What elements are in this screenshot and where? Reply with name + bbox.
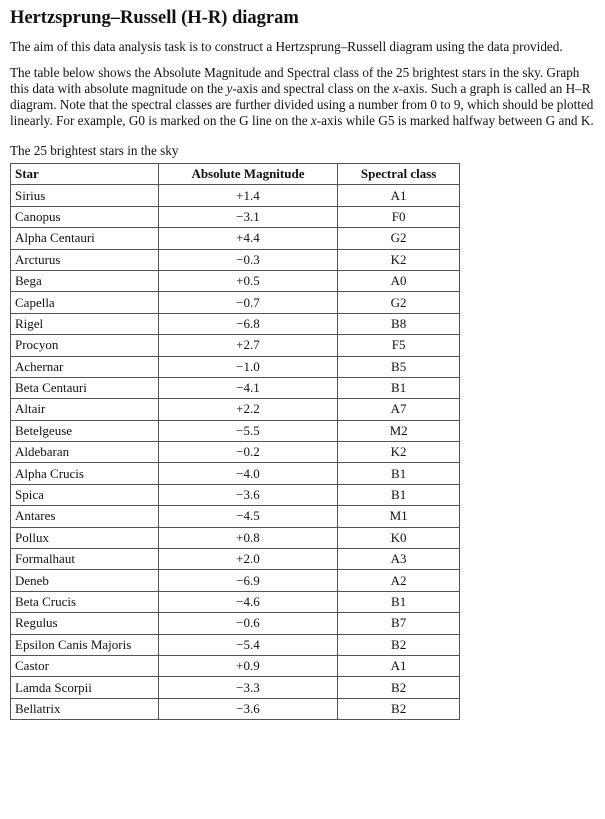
absolute-magnitude-cell: +1.4 <box>158 185 338 206</box>
absolute-magnitude-cell: +0.8 <box>158 527 338 548</box>
absolute-magnitude-cell: +0.5 <box>158 270 338 291</box>
absolute-magnitude-cell: +2.0 <box>158 549 338 570</box>
table-row <box>11 463 460 484</box>
absolute-magnitude-cell: −4.0 <box>158 463 338 484</box>
star-name-cell: Epsilon Canis Majoris <box>11 634 159 655</box>
spectral-class-cell: K2 <box>338 249 460 270</box>
spectral-class-cell: G2 <box>338 228 460 249</box>
spectral-class-cell: F5 <box>338 335 460 356</box>
table-row <box>11 570 460 591</box>
absolute-magnitude-cell: −6.8 <box>158 313 338 334</box>
spectral-class-cell: M2 <box>338 420 460 441</box>
x-axis-label-2: x <box>310 113 317 128</box>
absolute-magnitude-cell: −0.2 <box>158 442 338 463</box>
absolute-magnitude-cell: −3.6 <box>158 698 338 719</box>
table-body <box>11 185 460 720</box>
instructions-text-2: -axis and spectral class on the <box>232 81 393 96</box>
spectral-class-cell: G2 <box>338 292 460 313</box>
table-row <box>11 655 460 676</box>
spectral-class-cell: B2 <box>338 698 460 719</box>
star-name-cell: Antares <box>11 506 159 527</box>
spectral-class-cell: A1 <box>338 655 460 676</box>
star-name-cell: Rigel <box>11 313 159 334</box>
table-header-row <box>11 164 460 185</box>
spectral-class-cell: A7 <box>338 399 460 420</box>
star-name-cell: Alpha Centauri <box>11 228 159 249</box>
spectral-class-cell: K2 <box>338 442 460 463</box>
instructions-text-1: The table below shows the Absolute Magnitude and Spectral class of the 25 brightest stars in the sky. Graph this data with absolute magnitude on the <box>10 65 580 96</box>
absolute-magnitude-cell: +2.7 <box>158 335 338 356</box>
table-row <box>11 549 460 570</box>
star-name-cell: Canopus <box>11 206 159 227</box>
spectral-class-cell: B1 <box>338 484 460 505</box>
spectral-class-cell: A0 <box>338 270 460 291</box>
spectral-class-cell: B5 <box>338 356 460 377</box>
table-row <box>11 677 460 698</box>
absolute-magnitude-cell: −1.0 <box>158 356 338 377</box>
spectral-class-cell: A1 <box>338 185 460 206</box>
star-name-cell: Procyon <box>11 335 159 356</box>
instructions-paragraph <box>10 65 595 129</box>
star-name-cell: Altair <box>11 399 159 420</box>
absolute-magnitude-cell: −5.4 <box>158 634 338 655</box>
star-name-cell: Arcturus <box>11 249 159 270</box>
spectral-class-cell: B1 <box>338 463 460 484</box>
header-absolute-magnitude: Absolute Magnitude <box>158 164 338 185</box>
table-row <box>11 377 460 398</box>
absolute-magnitude-cell: −0.3 <box>158 249 338 270</box>
spectral-class-cell: B2 <box>338 634 460 655</box>
absolute-magnitude-cell: +4.4 <box>158 228 338 249</box>
star-name-cell: Sirius <box>11 185 159 206</box>
absolute-magnitude-cell: −4.6 <box>158 591 338 612</box>
star-name-cell: Deneb <box>11 570 159 591</box>
absolute-magnitude-cell: −4.5 <box>158 506 338 527</box>
star-name-cell: Regulus <box>11 613 159 634</box>
table-row <box>11 420 460 441</box>
star-name-cell: Beta Crucis <box>11 591 159 612</box>
spectral-class-cell: K0 <box>338 527 460 548</box>
table-row <box>11 270 460 291</box>
star-name-cell: Alpha Crucis <box>11 463 159 484</box>
absolute-magnitude-cell: −4.1 <box>158 377 338 398</box>
spectral-class-cell: B2 <box>338 677 460 698</box>
table-row <box>11 185 460 206</box>
table-row <box>11 313 460 334</box>
table-row <box>11 591 460 612</box>
table-row <box>11 335 460 356</box>
table-row <box>11 249 460 270</box>
instructions-text-3: -axis. Such a graph is called an H–R diagram. Note that the spectral classes are further divided using a number from 0 to 9, which should be plotted linearly. For example, G0 is marked on the G line on the <box>10 81 594 128</box>
brightest-stars-table <box>10 163 460 720</box>
star-name-cell: Achernar <box>11 356 159 377</box>
table-row <box>11 634 460 655</box>
spectral-class-cell: B1 <box>338 591 460 612</box>
absolute-magnitude-cell: −0.7 <box>158 292 338 313</box>
table-row <box>11 356 460 377</box>
page-title: Hertzsprung–Russell (H-R) diagram <box>10 8 299 28</box>
spectral-class-cell: F0 <box>338 206 460 227</box>
table-row <box>11 613 460 634</box>
star-name-cell: Capella <box>11 292 159 313</box>
spectral-class-cell: B8 <box>338 313 460 334</box>
y-axis-label: y <box>226 81 233 96</box>
spectral-class-cell: A2 <box>338 570 460 591</box>
table-row <box>11 527 460 548</box>
header-spectral-class: Spectral class <box>338 164 460 185</box>
star-name-cell: Spica <box>11 484 159 505</box>
star-name-cell: Bega <box>11 270 159 291</box>
spectral-class-cell: B7 <box>338 613 460 634</box>
instructions-text-4: -axis while G5 is marked halfway between G and K. <box>316 113 594 128</box>
star-name-cell: Bellatrix <box>11 698 159 719</box>
absolute-magnitude-cell: −3.3 <box>158 677 338 698</box>
star-name-cell: Lamda Scorpii <box>11 677 159 698</box>
absolute-magnitude-cell: +0.9 <box>158 655 338 676</box>
star-name-cell: Aldebaran <box>11 442 159 463</box>
star-name-cell: Beta Centauri <box>11 377 159 398</box>
table-row <box>11 484 460 505</box>
spectral-class-cell: B1 <box>338 377 460 398</box>
absolute-magnitude-cell: −0.6 <box>158 613 338 634</box>
absolute-magnitude-cell: +2.2 <box>158 399 338 420</box>
absolute-magnitude-cell: −3.6 <box>158 484 338 505</box>
table-caption: The 25 brightest stars in the sky <box>10 143 179 158</box>
header-star: Star <box>11 164 159 185</box>
star-name-cell: Formalhaut <box>11 549 159 570</box>
spectral-class-cell: A3 <box>338 549 460 570</box>
table-row <box>11 206 460 227</box>
x-axis-label: x <box>392 81 399 96</box>
absolute-magnitude-cell: −3.1 <box>158 206 338 227</box>
table-row <box>11 228 460 249</box>
star-name-cell: Pollux <box>11 527 159 548</box>
table-row <box>11 698 460 719</box>
table-row <box>11 399 460 420</box>
table-row <box>11 292 460 313</box>
intro-paragraph: The aim of this data analysis task is to construct a Hertzsprung–Russell diagram using the data provided. <box>10 39 563 54</box>
absolute-magnitude-cell: −5.5 <box>158 420 338 441</box>
star-name-cell: Castor <box>11 655 159 676</box>
table-row <box>11 442 460 463</box>
absolute-magnitude-cell: −6.9 <box>158 570 338 591</box>
star-name-cell: Betelgeuse <box>11 420 159 441</box>
spectral-class-cell: M1 <box>338 506 460 527</box>
table-row <box>11 506 460 527</box>
